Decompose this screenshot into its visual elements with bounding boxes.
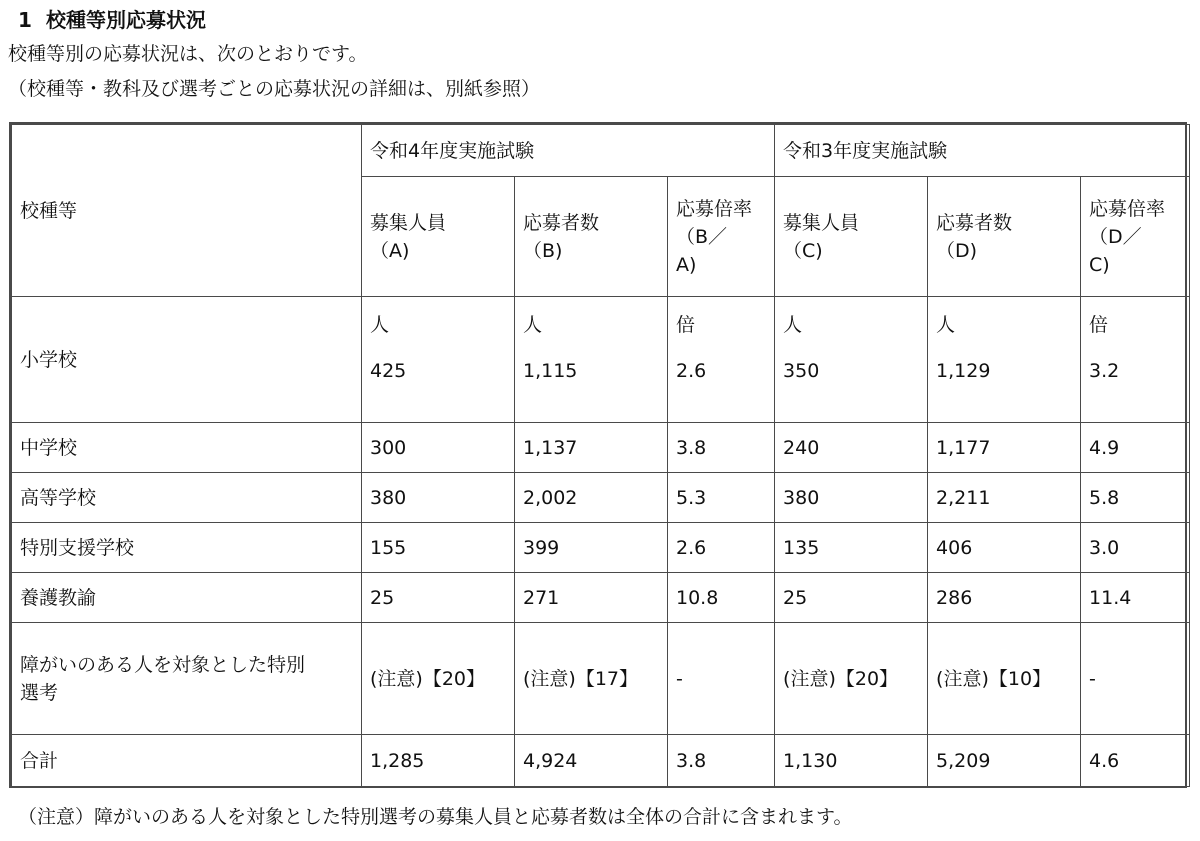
- footnote: （注意）障がいのある人を対象とした特別選考の募集人員と応募者数は全体の合計に含まれます。: [18, 806, 853, 828]
- cell-b: 人 1,115: [515, 297, 668, 423]
- cell-d: 2,211: [928, 473, 1081, 523]
- cell-b: 4,924: [515, 735, 668, 787]
- table-row: [12, 423, 1190, 473]
- intro-text: 校種等別の応募状況は、次のとおりです。: [8, 43, 368, 65]
- row-label: 特別支援学校: [12, 523, 362, 573]
- header-group-r4: 令和4年度実施試験: [362, 125, 775, 177]
- unit-label: 人: [523, 314, 543, 336]
- header-col-c: 募集人員 （C): [775, 177, 928, 297]
- cell-d: 5,209: [928, 735, 1081, 787]
- cell-a: 人 425: [362, 297, 515, 423]
- cell-c: 135: [775, 523, 928, 573]
- application-status-table: [9, 122, 1187, 788]
- cell-a: 1,285: [362, 735, 515, 787]
- cell-ratio-dc: 3.0: [1081, 523, 1190, 573]
- cell-a: 25: [362, 573, 515, 623]
- row-label: 合計: [12, 735, 362, 787]
- cell-d: 1,177: [928, 423, 1081, 473]
- cell-ratio-dc: 5.8: [1081, 473, 1190, 523]
- row-label: 高等学校: [12, 473, 362, 523]
- cell-ratio-dc: 4.9: [1081, 423, 1190, 473]
- cell-ratio-ba: -: [668, 623, 775, 735]
- row-label: 障がいのある人を対象とした特別 選考: [12, 623, 362, 735]
- unit-label: 倍: [676, 314, 696, 336]
- cell-c: 380: [775, 473, 928, 523]
- table-row: [12, 623, 1190, 735]
- table-row-total: [12, 735, 1190, 787]
- cell-c: 25: [775, 573, 928, 623]
- cell-b: (注意)【17】: [515, 623, 668, 735]
- cell-d: 286: [928, 573, 1081, 623]
- cell-a: (注意)【20】: [362, 623, 515, 735]
- cell-ratio-ba: 10.8: [668, 573, 775, 623]
- cell-b: 1,137: [515, 423, 668, 473]
- cell-ratio-dc: 倍 3.2: [1081, 297, 1190, 423]
- intro-note: （校種等・教科及び選考ごとの応募状況の詳細は、別紙参照）: [8, 78, 541, 100]
- cell-ratio-ba: 5.3: [668, 473, 775, 523]
- header-group-r3: 令和3年度実施試験: [775, 125, 1190, 177]
- header-col-a: 募集人員 （A): [362, 177, 515, 297]
- table-row: [12, 573, 1190, 623]
- section-number: 1: [18, 8, 32, 32]
- unit-label: 倍: [1089, 314, 1109, 336]
- table-row: [12, 473, 1190, 523]
- header-col-ratio-dc: 応募倍率 （D／ C): [1081, 177, 1190, 297]
- cell-d: 406: [928, 523, 1081, 573]
- row-label: 中学校: [12, 423, 362, 473]
- header-col-b: 応募者数 （B): [515, 177, 668, 297]
- table-row: [12, 523, 1190, 573]
- cell-d: 人 1,129: [928, 297, 1081, 423]
- unit-label: 人: [936, 314, 956, 336]
- section-heading: [18, 6, 206, 34]
- unit-label: 人: [370, 314, 390, 336]
- cell-ratio-dc: 4.6: [1081, 735, 1190, 787]
- cell-ratio-dc: -: [1081, 623, 1190, 735]
- cell-ratio-dc: 11.4: [1081, 573, 1190, 623]
- cell-d: (注意)【10】: [928, 623, 1081, 735]
- cell-ratio-ba: 倍 2.6: [668, 297, 775, 423]
- header-school-type: 校種等: [12, 125, 362, 297]
- cell-b: 271: [515, 573, 668, 623]
- cell-c: 240: [775, 423, 928, 473]
- unit-label: 人: [783, 314, 803, 336]
- cell-a: 155: [362, 523, 515, 573]
- cell-b: 2,002: [515, 473, 668, 523]
- header-col-ratio-ba: 応募倍率 （B／ A): [668, 177, 775, 297]
- row-label: 養護教諭: [12, 573, 362, 623]
- cell-c: 人 350: [775, 297, 928, 423]
- cell-ratio-ba: 3.8: [668, 735, 775, 787]
- cell-c: (注意)【20】: [775, 623, 928, 735]
- cell-ratio-ba: 2.6: [668, 523, 775, 573]
- cell-ratio-ba: 3.8: [668, 423, 775, 473]
- cell-a: 300: [362, 423, 515, 473]
- cell-a: 380: [362, 473, 515, 523]
- row-label: 小学校: [12, 297, 362, 423]
- cell-c: 1,130: [775, 735, 928, 787]
- cell-b: 399: [515, 523, 668, 573]
- header-col-d: 応募者数 （D): [928, 177, 1081, 297]
- section-title: 校種等別応募状況: [46, 8, 206, 32]
- table-row: [12, 297, 1190, 423]
